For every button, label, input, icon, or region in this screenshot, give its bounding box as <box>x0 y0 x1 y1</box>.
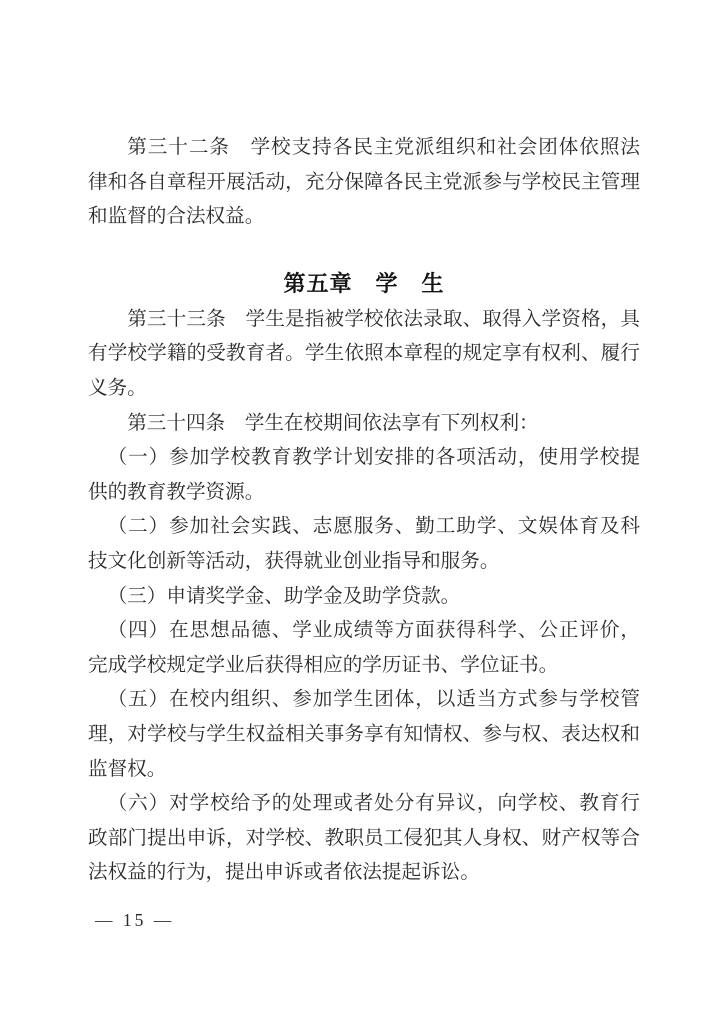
text-line: （一）参加学校教育教学计划安排的各项活动，使用学校提 <box>107 447 640 469</box>
text-line: 监督权。 <box>88 758 167 780</box>
paragraph <box>88 441 640 510</box>
text-line: （五）在校内组织、参加学生团体，以适当方式参与学校管 <box>107 689 640 711</box>
paragraph <box>88 303 640 407</box>
paragraph <box>88 614 640 683</box>
text-line: 技文化创新等活动，获得就业创业指导和服务。 <box>88 550 500 572</box>
text-line: （六）对学校给予的处理或者处分有异议，向学校、教育行 <box>107 793 640 815</box>
text-line: 理，对学校与学生权益相关事务享有知情权、参与权、表达权和 <box>88 723 640 745</box>
text-line: 完成学校规定学业后获得相应的学历证书、学位证书。 <box>88 654 559 676</box>
text-line: （三）申请奖学金、助学金及助学贷款。 <box>107 585 461 607</box>
text-line: 有学校学籍的受教育者。学生依照本章程的规定享有权利、履行 <box>88 343 640 365</box>
text-line: （四）在思想品德、学业成绩等方面获得科学、公正评价， <box>107 620 640 642</box>
paragraph <box>88 787 640 891</box>
text-line: 第三十二条 学校支持各民主党派组织和社会团体依照法 <box>127 137 640 158</box>
text-line: （二）参加社会实践、志愿服务、勤工助学、文娱体育及科 <box>107 516 640 538</box>
text-line: 第三十三条 学生是指被学校依法录取、取得入学资格，具 <box>127 308 640 330</box>
chapter-heading: 第五章 学 生 <box>283 270 445 296</box>
text-line: 和监督的合法权益。 <box>88 206 265 228</box>
text-line: 政部门提出申诉，对学校、教职员工侵犯其人身权、财产权等合 <box>88 827 640 849</box>
text-line: 律和各自章程开展活动，充分保障各民主党派参与学校民主管理 <box>88 171 640 193</box>
paragraph <box>88 683 640 787</box>
text-line: 法权益的行为，提出申诉或者依法提起诉讼。 <box>88 862 480 884</box>
text-line: 义务。 <box>88 377 147 399</box>
text-line: 第三十四条 学生在校期间依法享有下列权利： <box>127 412 539 434</box>
document-body <box>88 131 640 891</box>
paragraph <box>88 407 640 442</box>
page-number: — 15 — <box>95 910 175 930</box>
paragraph <box>88 580 640 615</box>
paragraph <box>88 510 640 579</box>
paragraph <box>88 131 640 235</box>
text-line: 供的教育教学资源。 <box>88 481 265 503</box>
